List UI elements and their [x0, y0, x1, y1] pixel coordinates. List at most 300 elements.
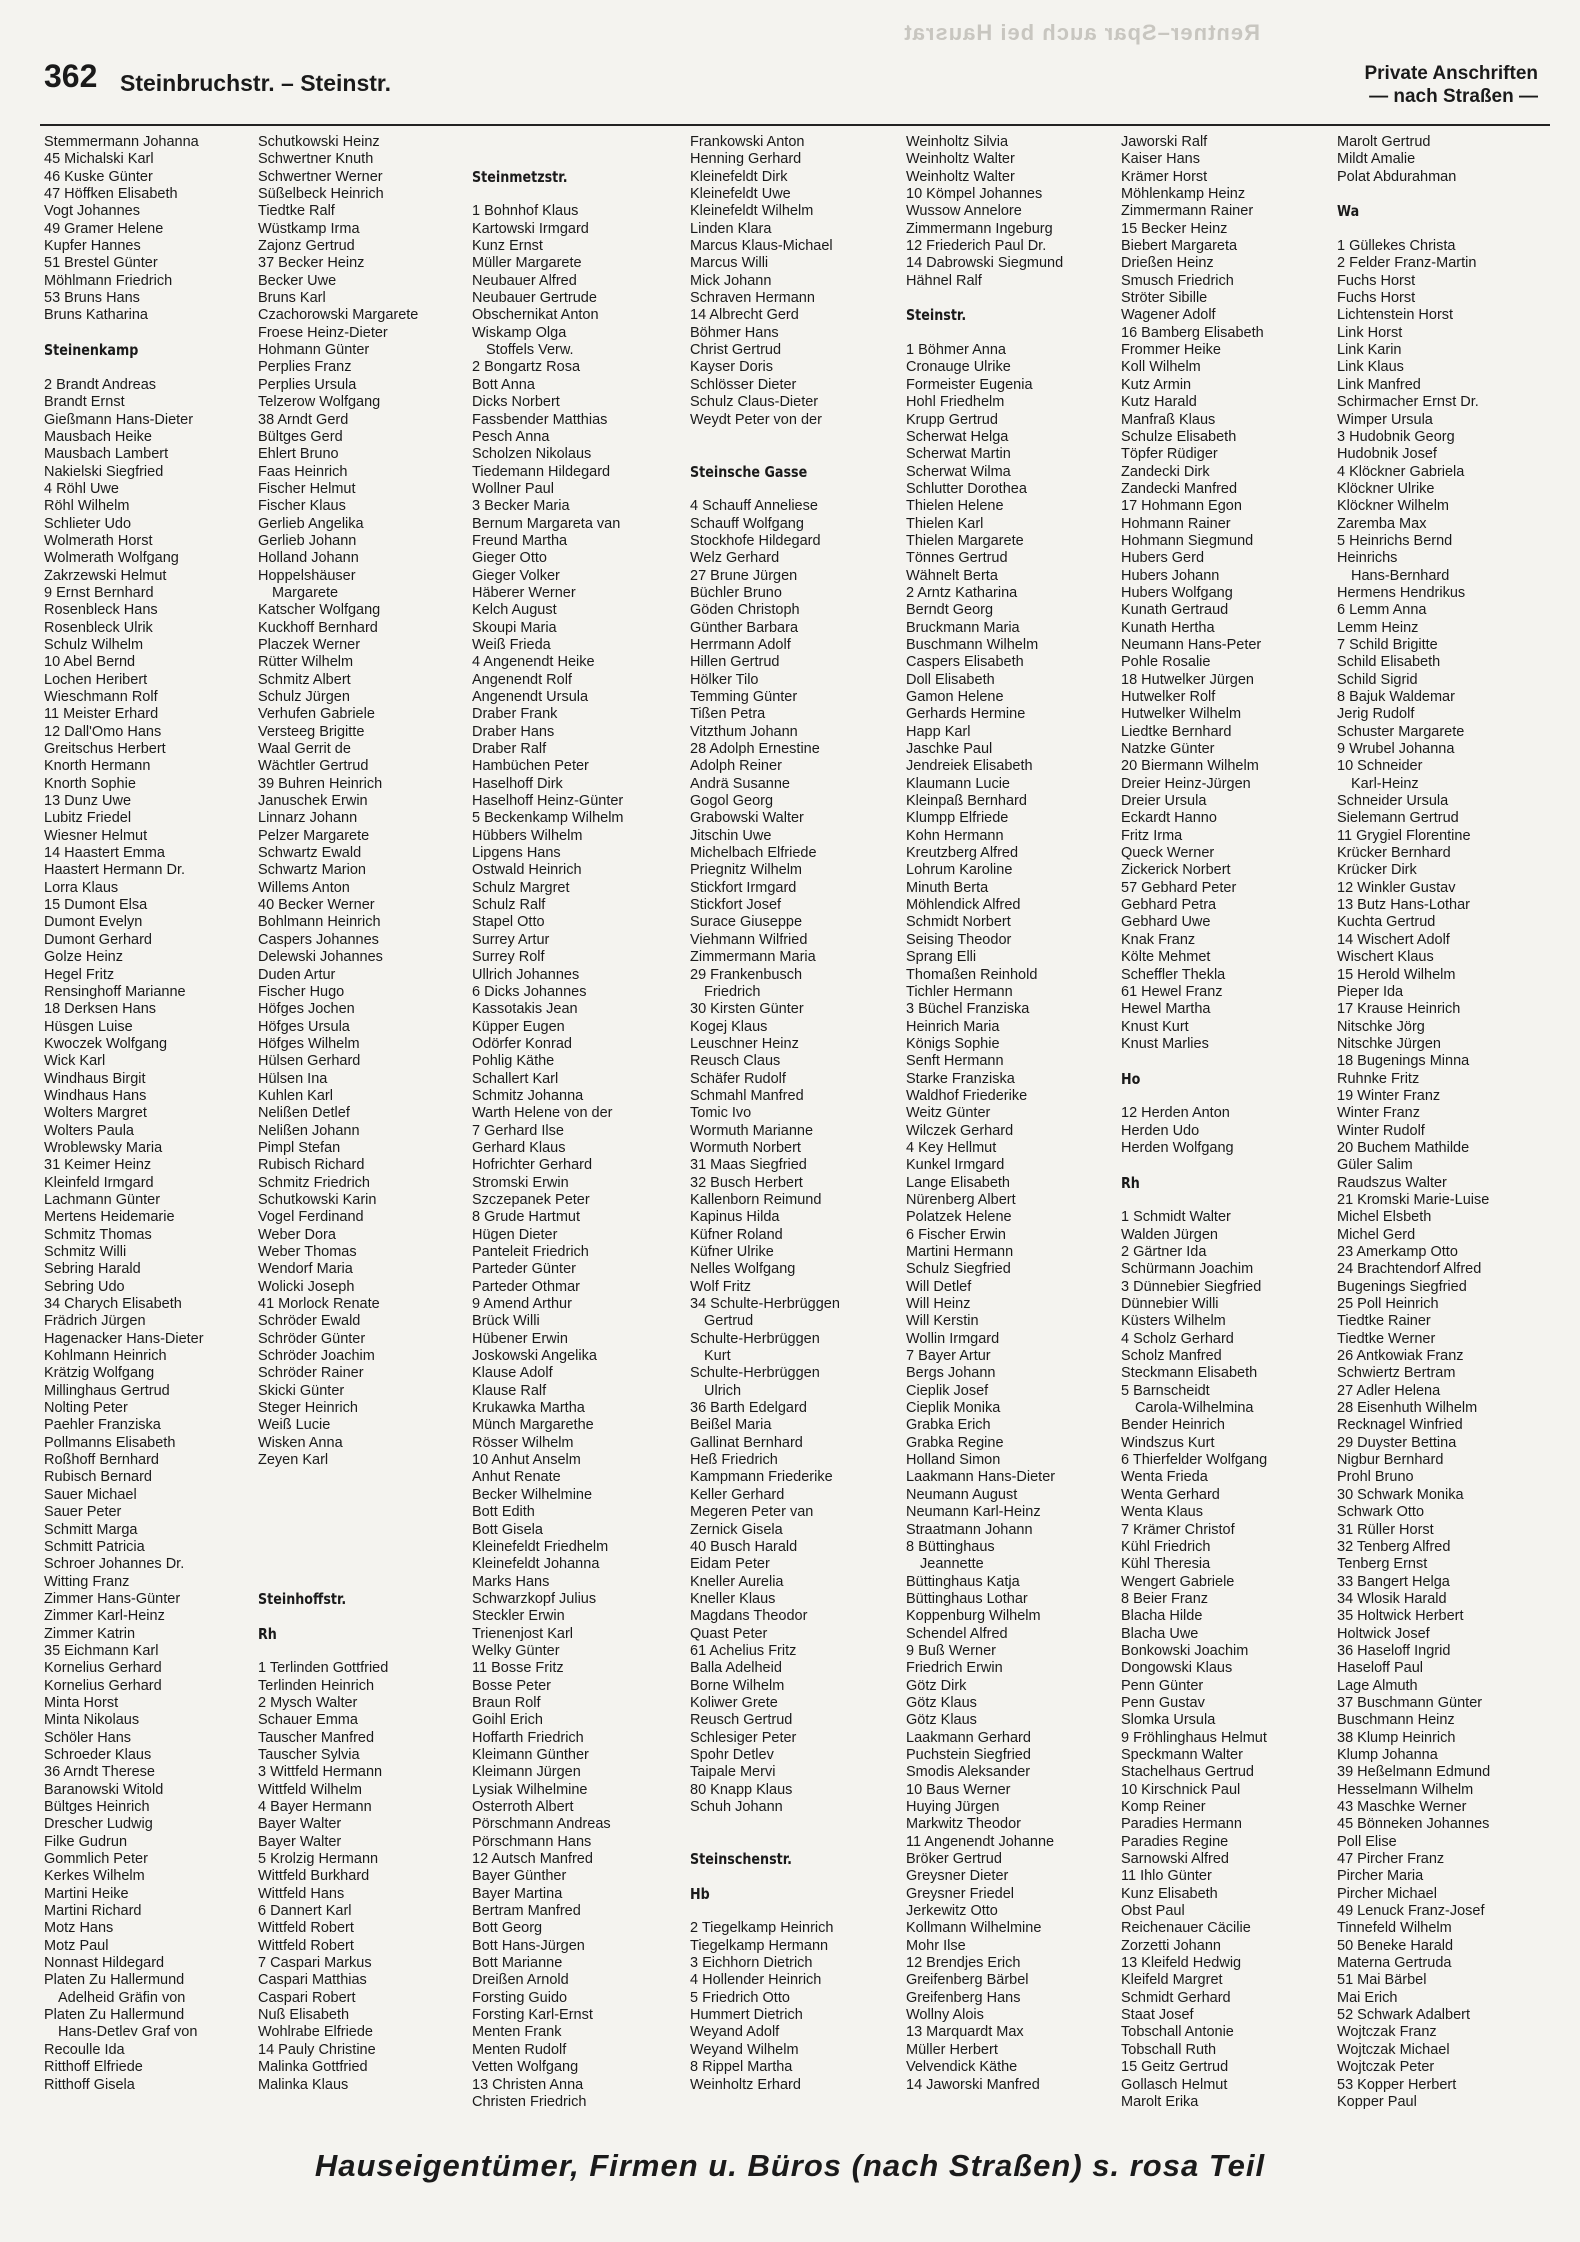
- directory-entry: Holland Johann: [258, 550, 359, 567]
- column-5: [906, 134, 1121, 2094]
- directory-entry: 1 Bohnhof Klaus: [472, 203, 579, 220]
- directory-entry: Zimmermann Rainer: [1121, 203, 1254, 220]
- directory-entry: 12 Autsch Manfred: [472, 1851, 593, 1868]
- directory-entry: Schild Elisabeth: [1337, 654, 1441, 671]
- directory-entry: Rösser Wilhelm: [472, 1434, 574, 1451]
- directory-entry: 5 Heinrichs Bernd: [1337, 532, 1453, 549]
- directory-entry: Zaremba Max: [1337, 515, 1427, 532]
- directory-entry: Schmidt Norbert: [906, 914, 1011, 931]
- directory-entry: 17 Krause Heinrich: [1337, 1001, 1461, 1018]
- directory-entry: Hubers Johann: [1121, 567, 1220, 584]
- directory-entry: Wohlrabe Elfriede: [258, 2024, 373, 2041]
- directory-entry: Malinka Klaus: [258, 2076, 349, 2093]
- directory-entry: Schulz Claus-Dieter: [690, 394, 819, 411]
- directory-entry: Spohr Detlev: [690, 1746, 774, 1763]
- directory-entry: Herden Udo: [1121, 1122, 1200, 1139]
- directory-entry: Schlutter Dorothea: [906, 480, 1027, 497]
- directory-entry: 8 Beier Franz: [1121, 1590, 1209, 1607]
- directory-entry: Buschmann Wilhelm: [906, 636, 1039, 653]
- directory-entry: Wojtczak Michael: [1337, 2041, 1450, 2058]
- directory-entry: Sebring Udo: [44, 1278, 125, 1295]
- directory-entry: Kuhlen Karl: [258, 1087, 333, 1104]
- directory-entry: 3 Dünnebier Siegfried: [1121, 1278, 1262, 1295]
- directory-entry: Schmitz Friedrich: [258, 1174, 370, 1191]
- directory-entry: Tobschall Ruth: [1121, 2041, 1217, 2058]
- directory-entry: Fischer Klaus: [258, 498, 346, 515]
- directory-entry: Stockhofe Hildegard: [690, 532, 821, 549]
- directory-entry: Kogej Klaus: [690, 1018, 768, 1035]
- directory-entry: Draber Hans: [472, 723, 555, 740]
- directory-entry: 15 Geitz Gertrud: [1121, 2059, 1229, 2076]
- directory-entry: Bruns Karl: [258, 290, 326, 307]
- directory-entry: Doll Elisabeth: [906, 671, 995, 688]
- directory-entry: 23 Amerkamp Otto: [1337, 1244, 1458, 1260]
- spacer: [690, 1903, 905, 1920]
- directory-entry: Mausbach Lambert: [44, 446, 169, 463]
- directory-entry: Kleimann Günther: [472, 1746, 589, 1763]
- directory-entry: 2 Gärtner Ida: [1121, 1244, 1207, 1260]
- directory-entry: Tobschall Antonie: [1121, 2024, 1234, 2041]
- directory-entry: Kollmann Wilhelmine: [906, 1920, 1042, 1937]
- directory-entry: Surace Giuseppe: [690, 914, 803, 931]
- directory-entry: Kleinpaß Bernhard: [906, 793, 1027, 810]
- directory-entry: Paradies Hermann: [1121, 1816, 1242, 1833]
- directory-entry: Frädrich Jürgen: [44, 1313, 146, 1330]
- directory-entry: Fritz Irma: [1121, 827, 1183, 844]
- directory-entry: 6 Fischer Erwin: [906, 1226, 1006, 1243]
- directory-entry: Neumann August: [906, 1486, 1018, 1503]
- directory-entry: Cieplik Monika: [906, 1400, 1001, 1417]
- directory-entry: Parteder Othmar: [472, 1278, 580, 1295]
- directory-entry: Wittfeld Wilhelm: [258, 1781, 362, 1798]
- directory-entry: Pesch Anna: [472, 428, 550, 445]
- directory-entry: 47 Höffken Elisabeth: [44, 186, 178, 203]
- directory-entry: Mertens Heidemarie: [44, 1209, 175, 1226]
- directory-entry: Hoppelshäuser: [258, 567, 356, 584]
- directory-entry: Slomka Ursula: [1121, 1712, 1216, 1729]
- directory-entry: Kutz Armin: [1121, 376, 1192, 393]
- directory-entry: Adolph Reiner: [690, 758, 782, 775]
- directory-entry: Pohlig Käthe: [472, 1053, 555, 1070]
- directory-entry: Neumann Hans-Peter: [1121, 636, 1262, 653]
- directory-entry: Gallinat Bernhard: [690, 1434, 803, 1451]
- directory-entry: Zajonz Gertrud: [258, 238, 355, 255]
- directory-entry: Speckmann Walter: [1121, 1746, 1243, 1763]
- directory-entry: 20 Buchem Mathilde: [1337, 1139, 1470, 1156]
- directory-entry: Steger Heinrich: [258, 1400, 358, 1417]
- directory-entry: Schwertner Knuth: [258, 151, 374, 168]
- directory-entry: Menten Rudolf: [472, 2041, 567, 2058]
- spacer: [258, 1504, 473, 1521]
- directory-entry: Michel Elsbeth: [1337, 1209, 1432, 1226]
- directory-entry: Klause Adolf: [472, 1365, 553, 1382]
- show-through-text: Rentner–Spar auch bei Hausrat: [903, 20, 1260, 45]
- directory-entry: Hoffarth Friedrich: [472, 1729, 584, 1746]
- directory-entry: Schwartz Ewald: [258, 845, 362, 862]
- directory-entry: 80 Knapp Klaus: [690, 1781, 793, 1798]
- directory-entry: 14 Albrecht Gerd: [690, 307, 799, 324]
- directory-entry: Rensinghoff Marianne: [44, 983, 186, 1000]
- directory-entry: Tißen Petra: [690, 706, 766, 723]
- directory-entry: Mick Johann: [690, 272, 772, 289]
- directory-entry: Neumann Karl-Heinz: [906, 1504, 1041, 1521]
- directory-entry: Scherwat Wilma: [906, 463, 1011, 480]
- directory-entry: Viehmann Wilfried: [690, 931, 808, 948]
- directory-entry: Kunath Gertraud: [1121, 602, 1229, 619]
- directory-entry-continuation: Friedrich: [704, 983, 761, 1000]
- directory-entry: Minta Horst: [44, 1694, 119, 1711]
- spacer: [1337, 221, 1552, 238]
- directory-entry: Gommlich Peter: [44, 1851, 148, 1868]
- directory-entry: 5 Barnscheidt: [1121, 1382, 1210, 1399]
- directory-entry: Blacha Hilde: [1121, 1608, 1203, 1625]
- directory-entry: Schulte-Herbrüggen: [690, 1365, 820, 1382]
- directory-entry: Wussow Annelore: [906, 203, 1022, 220]
- directory-entry: 21 Kromski Marie-Luise: [1337, 1191, 1490, 1208]
- directory-entry: Wollin Irmgard: [906, 1330, 1000, 1347]
- directory-entry: Scholz Manfred: [1121, 1348, 1222, 1365]
- directory-entry: 32 Busch Herbert: [690, 1174, 803, 1191]
- spacer: [1337, 186, 1552, 203]
- directory-entry: Motz Hans: [44, 1920, 114, 1937]
- directory-entry: Lubitz Friedel: [44, 810, 132, 827]
- directory-entry: Klöckner Ulrike: [1337, 480, 1435, 497]
- spacer: [258, 1522, 473, 1539]
- directory-entry: Schmitz Thomas: [44, 1226, 152, 1243]
- street-heading: Steinstr.: [906, 307, 967, 325]
- directory-entry: Zickerick Norbert: [1121, 862, 1231, 879]
- directory-entry: Kartowski Irmgard: [472, 220, 589, 237]
- directory-entry: 34 Schulte-Herbrüggen: [690, 1296, 840, 1313]
- directory-entry: Schlösser Dieter: [690, 376, 797, 393]
- directory-entry: Queck Werner: [1121, 845, 1215, 862]
- directory-entry: Thielen Karl: [906, 515, 984, 532]
- directory-entry: 37 Becker Heinz: [258, 255, 365, 272]
- directory-entry: Schulz Margret: [472, 879, 570, 896]
- directory-entry: Berndt Georg: [906, 602, 994, 619]
- directory-entry: 15 Becker Heinz: [1121, 220, 1228, 237]
- directory-entry: Tiegelkamp Hermann: [690, 1937, 829, 1954]
- street-heading: Steinhoffstr.: [258, 1590, 347, 1608]
- directory-entry: Haastert Hermann Dr.: [44, 862, 186, 879]
- directory-entry: 18 Derksen Hans: [44, 1001, 157, 1018]
- directory-entry: Kayser Doris: [690, 359, 773, 376]
- directory-entry: Verhufen Gabriele: [258, 706, 375, 723]
- spacer: [1121, 1157, 1336, 1174]
- directory-entry: Kneller Klaus: [690, 1590, 776, 1607]
- directory-entry: 52 Schwark Adalbert: [1337, 2007, 1470, 2024]
- directory-entry: Krukawka Martha: [472, 1400, 585, 1417]
- directory-entry: Kohn Hermann: [906, 827, 1004, 844]
- directory-entry: Wächtler Gertrud: [258, 758, 369, 775]
- directory-entry: Schutkowski Heinz: [258, 134, 380, 150]
- directory-entry: Wittfeld Burkhard: [258, 1868, 370, 1885]
- directory-entry: 12 Winkler Gustav: [1337, 879, 1456, 896]
- directory-entry: Wittfeld Robert: [258, 1920, 354, 1937]
- directory-entry: Joskowski Angelika: [472, 1348, 597, 1365]
- directory-entry: Schwark Otto: [1337, 1504, 1425, 1521]
- directory-entry: Link Horst: [1337, 324, 1403, 341]
- directory-entry: Grabowski Walter: [690, 810, 804, 827]
- directory-entry: 28 Eisenhuth Wilhelm: [1337, 1400, 1478, 1417]
- directory-entry: 5 Krolzig Hermann: [258, 1851, 379, 1868]
- directory-entry: Nakielski Siegfried: [44, 463, 164, 480]
- directory-entry: Odörfer Konrad: [472, 1035, 572, 1052]
- directory-entry: Komp Reiner: [1121, 1799, 1206, 1815]
- directory-entry: Kleinefeldt Friedhelm: [472, 1538, 609, 1555]
- directory-entry: Lichtenstein Horst: [1337, 307, 1454, 324]
- directory-entry: Winter Franz: [1337, 1105, 1420, 1122]
- directory-entry: Wolters Paula: [44, 1122, 134, 1139]
- street-heading: Steinenkamp: [44, 342, 139, 360]
- directory-entry: Lorra Klaus: [44, 879, 119, 896]
- directory-entry: Dreißen Arnold: [472, 1972, 569, 1989]
- directory-entry: Bruns Katharina: [44, 307, 148, 324]
- directory-entry: Kaiser Hans: [1121, 151, 1200, 168]
- directory-entry: Gerlieb Johann: [258, 532, 357, 549]
- directory-entry: Kopper Paul: [1337, 2093, 1417, 2110]
- directory-entry: Stromski Erwin: [472, 1174, 569, 1191]
- directory-entry: Jendreiek Elisabeth: [906, 758, 1033, 775]
- directory-entry: Hubers Gerd: [1121, 550, 1205, 567]
- directory-entry: 39 Heßelmann Edmund: [1337, 1764, 1491, 1781]
- directory-entry: Dongowski Klaus: [1121, 1660, 1233, 1677]
- directory-entry: Schwiertz Bertram: [1337, 1365, 1456, 1382]
- directory-entry: Kunz Ernst: [472, 238, 543, 255]
- directory-entry: Thielen Helene: [906, 498, 1004, 515]
- directory-entry: Lage Almuth: [1337, 1677, 1418, 1694]
- directory-entry: Bernum Margareta van: [472, 515, 621, 532]
- directory-entry: Kutz Harald: [1121, 394, 1197, 411]
- directory-entry: Kohlmann Heinrich: [44, 1348, 167, 1365]
- spacer: [690, 446, 905, 463]
- directory-entry: Pörschmann Hans: [472, 1833, 592, 1850]
- directory-entry: Vogt Johannes: [44, 203, 140, 220]
- directory-entry: Reusch Gertrud: [690, 1712, 793, 1729]
- directory-entry: Reusch Claus: [690, 1053, 781, 1070]
- directory-entry: Tönnes Gertrud: [906, 550, 1008, 567]
- directory-entry: 1 Güllekes Christa: [1337, 238, 1456, 255]
- directory-entry: Haselhoff Dirk: [472, 775, 563, 792]
- directory-entry: 29 Frankenbusch: [690, 966, 803, 983]
- directory-entry: 37 Buschmann Günter: [1337, 1694, 1483, 1711]
- directory-entry: Schwarzkopf Julius: [472, 1590, 597, 1607]
- directory-entry: Happ Karl: [906, 723, 971, 740]
- directory-entry: 9 Wrubel Johanna: [1337, 741, 1455, 758]
- directory-entry: Wenta Gerhard: [1121, 1486, 1220, 1503]
- directory-entry: Kneller Aurelia: [690, 1573, 784, 1590]
- directory-entry: Fuchs Horst: [1337, 290, 1416, 307]
- directory-entry: Zandecki Dirk: [1121, 463, 1210, 480]
- directory-entry: Zimmer Katrin: [44, 1625, 136, 1642]
- directory-entry: Häberer Werner: [472, 584, 576, 601]
- directory-entry: Wenta Frieda: [1121, 1469, 1208, 1486]
- spacer: [1121, 1192, 1336, 1209]
- directory-entry: Weinholtz Walter: [906, 168, 1015, 185]
- directory-entry: Will Detlef: [906, 1278, 972, 1295]
- directory-entry: Hübbers Wilhelm: [472, 827, 583, 844]
- directory-entry: 25 Poll Heinrich: [1337, 1296, 1439, 1313]
- directory-entry: Knorth Hermann: [44, 758, 151, 775]
- directory-entry: Zimmermann Ingeburg: [906, 220, 1053, 237]
- directory-entry: Büttinghaus Lothar: [906, 1590, 1028, 1607]
- directory-entry: Wollner Paul: [472, 480, 554, 497]
- directory-entry: 39 Buhren Heinrich: [258, 775, 383, 792]
- spacer: [258, 1539, 473, 1556]
- directory-entry: Faas Heinrich: [258, 463, 348, 480]
- directory-entry: Sebring Harald: [44, 1261, 141, 1278]
- directory-entry: Greifenberg Bärbel: [906, 1972, 1029, 1989]
- directory-entry: Zimmer Karl-Heinz: [44, 1608, 165, 1625]
- directory-entry: Marcus Willi: [690, 255, 769, 272]
- directory-entry: Quast Peter: [690, 1625, 768, 1642]
- directory-entry: Ritthoff Elfriede: [44, 2059, 143, 2076]
- directory-entry: Raudszus Walter: [1337, 1174, 1447, 1191]
- directory-entry: 8 Büttinghaus: [906, 1538, 995, 1555]
- directory-entry: 10 Abel Bernd: [44, 654, 136, 671]
- directory-entry: Thomaßen Reinhold: [906, 966, 1038, 983]
- directory-entry: Obst Paul: [1121, 1903, 1185, 1920]
- spacer: [472, 186, 687, 203]
- directory-entry: Pollmanns Elisabeth: [44, 1434, 176, 1451]
- street-heading: Steinschenstr.: [690, 1851, 793, 1869]
- directory-entry-continuation: Gertrud: [704, 1313, 754, 1330]
- directory-entry: 18 Bugenings Minna: [1337, 1053, 1470, 1070]
- directory-entry: Kunz Elisabeth: [1121, 1885, 1218, 1902]
- street-heading: Rh: [1121, 1174, 1140, 1192]
- directory-entry: Bültges Gerd: [258, 428, 343, 445]
- directory-entry: Schwartz Marion: [258, 862, 366, 879]
- directory-entry: Göden Christoph: [690, 602, 800, 619]
- directory-entry: Mildt Amalie: [1337, 151, 1416, 168]
- spacer: [472, 134, 687, 151]
- directory-entry: Pohle Rosalie: [1121, 654, 1211, 671]
- directory-entry: 32 Tenberg Alfred: [1337, 1538, 1451, 1555]
- directory-entry: Weinholtz Silvia: [906, 134, 1009, 150]
- directory-entry: Caspari Matthias: [258, 1972, 367, 1989]
- directory-entry: Münch Margarethe: [472, 1417, 594, 1434]
- spacer: [690, 1816, 905, 1833]
- directory-entry: Puchstein Siegfried: [906, 1746, 1031, 1763]
- directory-entry: 9 Fröhlinghaus Helmut: [1121, 1729, 1267, 1746]
- directory-entry: Kornelius Gerhard: [44, 1660, 162, 1677]
- directory-entry: 8 Bajuk Waldemar: [1337, 689, 1455, 705]
- directory-entry: Schlieter Udo: [44, 515, 132, 532]
- directory-entry: Bott Hans-Jürgen: [472, 1937, 585, 1954]
- directory-entry: Polatzek Helene: [906, 1209, 1012, 1226]
- directory-entry: Walden Jürgen: [1121, 1226, 1218, 1243]
- directory-entry: Duden Artur: [258, 966, 336, 983]
- directory-entry: Wengert Gabriele: [1121, 1573, 1235, 1590]
- street-heading: Wa: [1337, 203, 1360, 221]
- directory-entry: Schmitt Patricia: [44, 1538, 145, 1555]
- directory-entry: Wormuth Marianne: [690, 1122, 814, 1139]
- directory-entry: 8 Rippel Martha: [690, 2059, 793, 2076]
- directory-entry: 51 Brestel Günter: [44, 255, 158, 272]
- directory-entry: Rosenbleck Hans: [44, 602, 158, 619]
- directory-entry: Bugenings Siegfried: [1337, 1278, 1467, 1295]
- directory-entry: Küfner Ulrike: [690, 1244, 774, 1260]
- directory-entry: Jitschin Uwe: [690, 827, 772, 844]
- directory-entry: Januschek Erwin: [258, 793, 368, 810]
- directory-entry: Frommer Heike: [1121, 342, 1221, 359]
- directory-entry: Scholzen Nikolaus: [472, 446, 592, 463]
- directory-entry: Wolters Margret: [44, 1105, 147, 1122]
- directory-entry: Wolmerath Horst: [44, 532, 153, 549]
- directory-entry: 6 Lemm Anna: [1337, 602, 1427, 619]
- directory-entry: Weiß Frieda: [472, 636, 551, 653]
- directory-entry: Müller Herbert: [906, 2041, 998, 2058]
- directory-entry: Krücker Bernhard: [1337, 845, 1451, 862]
- directory-entry: 7 Gerhard Ilse: [472, 1122, 564, 1139]
- directory-entry: Hohmann Günter: [258, 342, 370, 359]
- directory-entry-continuation: Carola-Wilhelmina: [1135, 1400, 1254, 1417]
- directory-entry: Braun Rolf: [472, 1694, 541, 1711]
- directory-entry: Prohl Bruno: [1337, 1469, 1414, 1486]
- directory-entry: Bayer Walter: [258, 1816, 342, 1833]
- directory-entry: Schulz Siegfried: [906, 1261, 1011, 1278]
- directory-entry: Krämer Horst: [1121, 168, 1208, 185]
- directory-entry: Jaschke Paul: [906, 741, 993, 758]
- directory-entry: Kampmann Friederike: [690, 1469, 833, 1486]
- directory-entry: Panteleit Friedrich: [472, 1244, 589, 1260]
- directory-entry: Leuschner Heinz: [690, 1035, 799, 1052]
- directory-entry: Ströter Sibille: [1121, 290, 1208, 307]
- directory-entry: Windhaus Birgit: [44, 1070, 146, 1087]
- column-3: [472, 134, 687, 2111]
- directory-entry: Weydt Peter von der: [690, 411, 822, 428]
- directory-entry: 34 Wlosik Harald: [1337, 1590, 1447, 1607]
- directory-entry: Kassotakis Jean: [472, 1001, 578, 1018]
- directory-entry: 11 Meister Erhard: [44, 706, 159, 723]
- directory-entry: 61 Achelius Fritz: [690, 1642, 797, 1659]
- directory-entry: Scherwat Helga: [906, 428, 1009, 445]
- directory-entry: Gebhard Petra: [1121, 897, 1217, 914]
- column-6: [1121, 134, 1336, 2111]
- directory-entry-continuation: Stoffels Verw.: [486, 342, 574, 359]
- column-1: [44, 134, 259, 2094]
- directory-entry: Liedtke Bernhard: [1121, 723, 1232, 740]
- directory-entry: Czachorowski Margarete: [258, 307, 419, 324]
- directory-entry: Drescher Ludwig: [44, 1816, 153, 1833]
- directory-entry: Koppenburg Wilhelm: [906, 1608, 1041, 1625]
- directory-entry: Huying Jürgen: [906, 1799, 1000, 1815]
- directory-entry: Parteder Günter: [472, 1261, 576, 1278]
- directory-entry: Ostwald Heinrich: [472, 862, 582, 879]
- directory-entry: Schwertner Werner: [258, 168, 383, 185]
- directory-entry: Nürenberg Albert: [906, 1191, 1016, 1208]
- header-rule: [40, 124, 1550, 126]
- directory-entry: 2 Mysch Walter: [258, 1694, 358, 1711]
- directory-entry: Hülsen Gerhard: [258, 1053, 361, 1070]
- directory-entry: Hügen Dieter: [472, 1226, 558, 1243]
- directory-entry: Nuß Elisabeth: [258, 2007, 350, 2024]
- page-number: 362: [44, 58, 98, 94]
- directory-entry: Heß Friedrich: [690, 1452, 778, 1469]
- directory-entry: Szczepanek Peter: [472, 1191, 590, 1208]
- directory-entry: Grabka Erich: [906, 1417, 991, 1434]
- directory-entry: Schmitz Johanna: [472, 1087, 584, 1104]
- directory-entry: Buschmann Heinz: [1337, 1712, 1455, 1729]
- directory-entry: Hohl Friedhelm: [906, 394, 1005, 411]
- directory-entry: Martini Richard: [44, 1903, 142, 1920]
- directory-entry: Hutwelker Wilhelm: [1121, 706, 1242, 723]
- directory-entry: 4 Bayer Hermann: [258, 1799, 372, 1815]
- directory-entry: Tauscher Manfred: [258, 1729, 375, 1746]
- spacer: [906, 290, 1121, 307]
- directory-entry: Kunkel Irmgard: [906, 1157, 1005, 1174]
- directory-entry: Tenberg Ernst: [1337, 1556, 1428, 1573]
